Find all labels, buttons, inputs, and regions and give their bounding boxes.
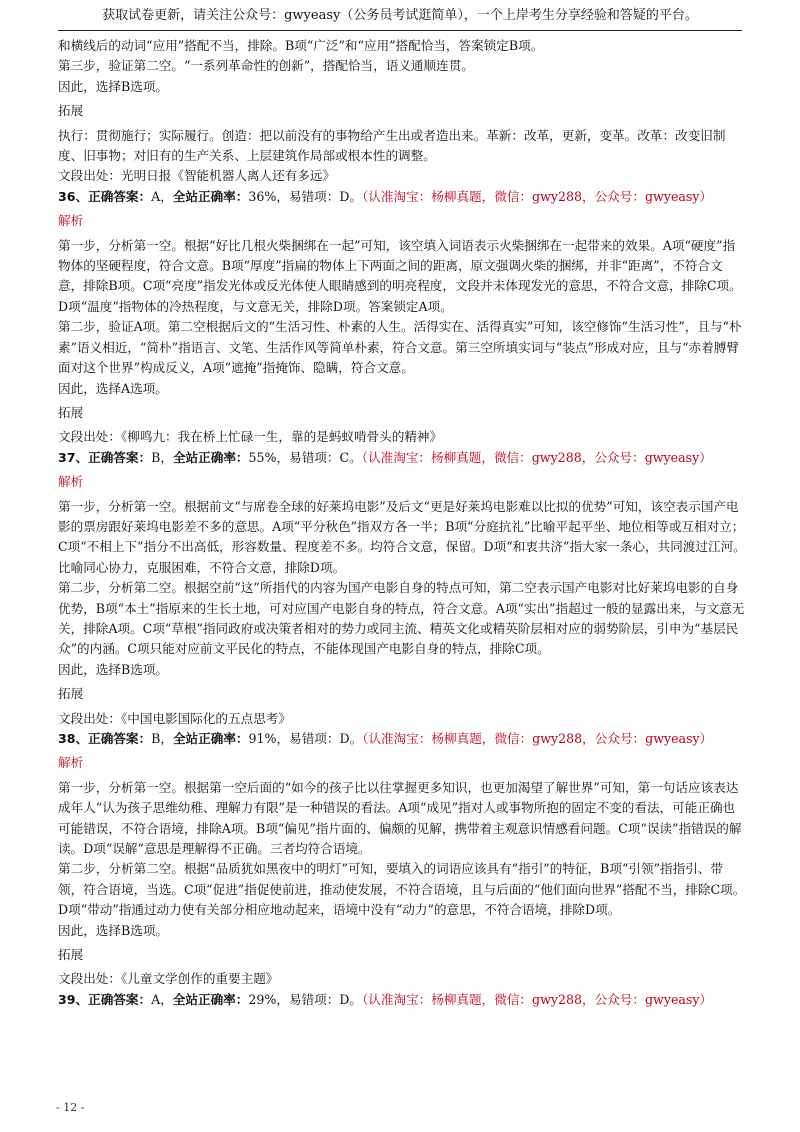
answer-line — [58, 448, 746, 468]
answer-label: 37、正确答案： — [58, 449, 152, 465]
page-header — [0, 0, 800, 32]
paragraph: 第一步，分析第一空。根据“好比几根火柴捆绑在一起”可知，该空填入词语表示火柴捆绑在一起带来的效果。A项“硬度”指物体的坚硬程度，符合文意。B项“厚度”指扁的物体上下两面之间的距离，原文强调火柴的捆绑，并非“距离”，不符合文意，排除B项。C项“亮度”指发光体或反光体使人眼睛感到的明亮程度，文段并未体现发光的意思，不符合文意，排除C项。D项“温度”指物体的冷热程度，与文意无关，排除D项。答案锁定A项。 — [58, 237, 742, 314]
rate-label: 全站正确率： — [172, 991, 249, 1007]
paragraph: 第三步，验证第二空。“一系列革命性的创新”，搭配恰当，语义通顺连贯。 — [58, 58, 474, 74]
answer-label: 39、正确答案： — [58, 991, 152, 1007]
rate-label: 全站正确率： — [172, 449, 249, 465]
answer-label: 38、正确答案： — [58, 731, 152, 746]
conclusion: 因此，选择B选项。 — [58, 661, 169, 677]
q38-block — [58, 729, 746, 990]
ad-text: （认准淘宝：杨柳真题，微信：gwy288，公众号：gwyeasy） — [362, 991, 713, 1007]
paragraph: 和横线后的动词“应用”搭配不当，排除。B项“广泛”和“应用”搭配恰当，答案锁定B项。 — [58, 38, 544, 53]
extension-label: 拓展 — [58, 103, 84, 119]
page-number: - 12 - — [56, 1101, 85, 1114]
ad-text: （认准淘宝：杨柳真题，微信：gwy288，公众号：gwyeasy） — [362, 188, 713, 204]
extension-text: 执行：贯彻施行；实际履行。创造：把以前没有的事物给产生出或者造出来。革新：改革，更新，变革。改革：改变旧制度、旧事物；对旧有的生产关系、上层建筑作局部或根本性的调整。 — [58, 127, 726, 164]
analysis-label: 解析 — [58, 755, 84, 771]
header-divider — [58, 30, 742, 31]
header-text: 获取试卷更新，请关注公众号：gwyeasy（公务员考试逛简单），一个上岸考生分享经验和答疑的平台。 — [102, 8, 698, 23]
rate-value: 29%，易错项：D。 — [248, 991, 363, 1007]
analysis-label: 解析 — [58, 474, 84, 490]
paragraph: 第二步，分析第二空。根据空前“这”所指代的内容为国产电影自身的特点可知，第二空表示国产电影对比好莱坞电影的自身优势，B项“本土”指原来的生长土地，可对应国产电影自身的特点，符合文意。A项“实出”指超过一般的显露出来，与文意无关，排除A项。C项“草根”指同政府或决策者相对的势力或同主流、精英文化或精英阶层相对应的弱势阶层，引申为“基层民众”的内涵。C项只能对应前文平民化的特点，不能体现国产电影自身的特点，排除C项。 — [58, 580, 745, 657]
extension-label: 拓展 — [58, 947, 84, 963]
source-line: 文段出处：《儿童文学创作的重要主题》 — [58, 971, 279, 987]
ad-text: （认准淘宝：杨柳真题，微信：gwy288，公众号：gwyeasy） — [361, 449, 712, 465]
source-line: 文段出处：《柳鸣九：我在桥上忙碌一生，靠的是蚂蚁啃骨头的精神》 — [58, 429, 443, 445]
conclusion: 因此，选择B选项。 — [58, 78, 169, 94]
q39-block — [58, 990, 746, 1010]
q35-tail — [58, 36, 746, 187]
q37-block — [58, 448, 746, 729]
answer-value: B， — [151, 731, 173, 746]
q36-block — [58, 187, 746, 448]
document-body — [58, 36, 746, 1010]
answer-line — [58, 729, 746, 749]
rate-value: 55%，易错项：C。 — [248, 449, 362, 465]
conclusion: 因此，选择B选项。 — [58, 922, 169, 938]
analysis-label: 解析 — [58, 213, 84, 229]
rate-value: 91%，易错项：D。 — [248, 731, 363, 746]
conclusion: 因此，选择A选项。 — [58, 380, 168, 396]
rate-label: 全站正确率： — [172, 731, 249, 746]
answer-label: 36、正确答案： — [58, 188, 152, 204]
rate-label: 全站正确率： — [172, 188, 249, 204]
paragraph: 第一步，分析第一空。根据前文“与席卷全球的好莱坞电影”及后文“更是好莱坞电影难以比拟的优势”可知，该空表示国产电影的票房跟好莱坞电影差不多的意思。A项“平分秋色”指双方各一半；B项“分庭抗礼”比喻平起平坐、地位相等或互相对立；C项“不相上下”指分不出高低，形容数量、程度差不多。均符合文意，保留。D项“和衷共济”指大家一条心，共同渡过江河。比喻同心协力，克服困难，不符合文意，排除D项。 — [58, 498, 746, 575]
paragraph: 第二步，验证A项。第二空根据后文的“生活习性、朴素的人生。活得实在、活得真实”可知，该空修饰“生活习性”，且与“朴素”语义相近，“简朴”指语言、文笔、生活作风等简单朴素，符合文意。第三空所填实词与“装点”形成对应，且与“赤着膊臂面对这个世界”构成反义，A项“遮掩”指掩饰、隐瞒，符合文意。 — [58, 319, 742, 376]
paragraph: 第二步，分析第二空。根据“品质犹如黑夜中的明灯”可知，要填入的词语应该具有“指引”的特征，B项“引领”指指引、带领，符合语境，当选。C项“促进”指促使前进，推动使发展，不符合语境，且与后面的“他们面向世界”搭配不当，排除C项。D项“带动”指通过动力使有关部分相应地动起来，语境中没有“动力”的意思，不符合语境，排除D项。 — [58, 861, 746, 918]
answer-value: B， — [151, 449, 173, 465]
paragraph: 第一步，分析第一空。根据第一空后面的“如今的孩子比以往掌握更多知识，也更加渴望了解世界”可知，第一句话应该表达成年人“认为孩子思维幼稚、理解力有限”是一种错误的看法。A项“成见”指对人或事物所抱的固定不变的看法，可能正确也可能错误，不符合语境，排除A项。B项“偏见”指片面的、偏颇的见解，携带着主观意识情感看问题。C项“误读”指错误的解读。D项“误解”意思是理解得不正确。三者均符合语境。 — [58, 779, 742, 857]
source-line: 文段出处：《中国电影国际化的五点思考》 — [58, 710, 291, 726]
answer-line — [58, 187, 746, 207]
rate-value: 36%，易错项：D。 — [248, 188, 363, 204]
ad-text: （认准淘宝：杨柳真题，微信：gwy288，公众号：gwyeasy） — [362, 731, 713, 746]
answer-value: A， — [151, 188, 173, 204]
source-line: 文段出处：光明日报《智能机器人离人还有多远》 — [58, 168, 336, 184]
answer-line — [58, 990, 746, 1010]
extension-label: 拓展 — [58, 686, 84, 702]
extension-label: 拓展 — [58, 404, 84, 420]
answer-value: A， — [151, 991, 173, 1007]
